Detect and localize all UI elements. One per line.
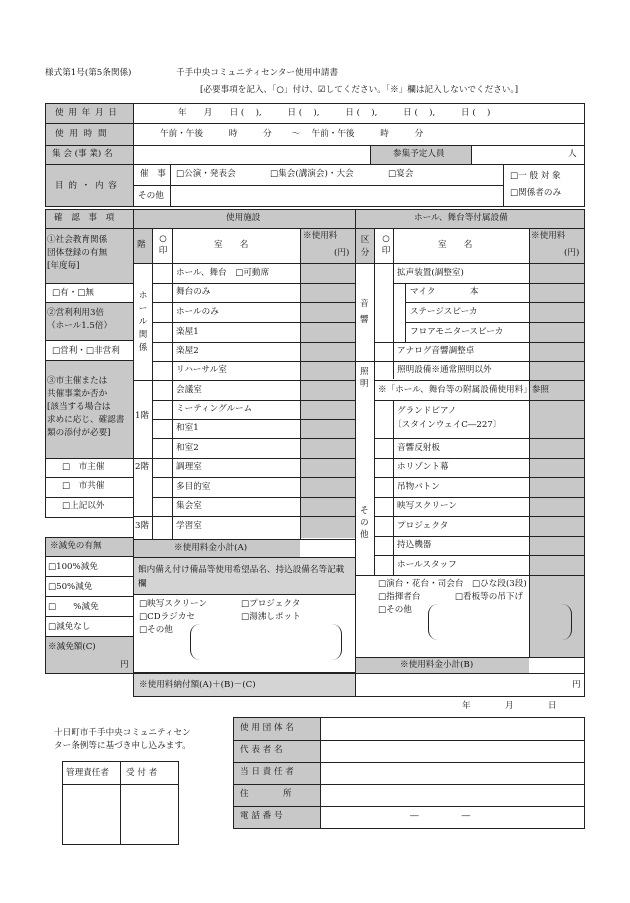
discount-amount-label: ※減免額(C) bbox=[48, 642, 96, 652]
q1-line2: 団体登録の有無 bbox=[47, 248, 108, 258]
q3-option-city-host[interactable]: □ 市主催 bbox=[62, 462, 105, 472]
q3-option-city-cohost[interactable]: □ 市共催 bbox=[62, 481, 105, 491]
extra-other-field[interactable] bbox=[428, 604, 572, 640]
room-japanese-2[interactable]: 和室2 bbox=[176, 443, 199, 453]
floor-3-label: 3階 bbox=[135, 521, 150, 531]
usage-time-field[interactable]: 午前・午後 時 分 〜 午前・午後 時 分 bbox=[160, 129, 424, 139]
discount-amount-unit: 円 bbox=[120, 660, 129, 670]
meeting-name-label: 集 会 (事 業) 名 bbox=[52, 149, 113, 159]
q1-line3: [年度毎] bbox=[47, 261, 80, 271]
stamp-manager-label: 管理責任者 bbox=[66, 768, 109, 778]
equipment-header: ホール、舞台等付属設備 bbox=[414, 213, 508, 223]
equip-pa-system[interactable]: 拡声装置(調整室) bbox=[397, 268, 464, 278]
loan-equipment-header: 館内備え付け備品等使用希望品名、持込設備名等記載欄 bbox=[138, 565, 345, 589]
light-category-label: 照明 bbox=[360, 367, 369, 389]
equip-hall-staff[interactable]: ホールスタッフ bbox=[397, 560, 457, 570]
phone-field[interactable]: ― ― bbox=[410, 811, 471, 821]
discount-50[interactable]: □50%減免 bbox=[48, 582, 93, 592]
floor-1-label: 1階 bbox=[135, 411, 150, 421]
form-number: 様式第1号(第5条関係) bbox=[45, 68, 132, 78]
loan-option-screen[interactable]: □映写スクリーン bbox=[139, 599, 208, 609]
equipment-col-fee-unit: (円) bbox=[564, 248, 580, 258]
participants-field[interactable] bbox=[472, 146, 572, 164]
address-label: 住 所 bbox=[240, 789, 292, 799]
equip-piano-model: 〔スタインウェイC―227〕 bbox=[393, 420, 502, 430]
facilities-col-room: 室 名 bbox=[214, 240, 249, 250]
room-dressing-1[interactable]: 楽屋1 bbox=[176, 327, 199, 337]
room-conference[interactable]: 会議室 bbox=[176, 385, 202, 395]
discount-custom[interactable]: □ %減免 bbox=[48, 602, 99, 612]
sound-category-label: 音響 bbox=[360, 299, 369, 325]
group-name-field[interactable] bbox=[321, 718, 584, 740]
room-meeting[interactable]: ミーティングルーム bbox=[176, 404, 253, 414]
q3-line3: [該当する場合は bbox=[47, 402, 111, 412]
equip-projector[interactable]: プロジェクタ bbox=[397, 521, 449, 531]
equip-grand-piano[interactable]: グランドピアノ bbox=[397, 406, 457, 416]
rep-name-label: 代 表 者 名 bbox=[240, 745, 283, 755]
loan-other-field[interactable] bbox=[190, 624, 342, 660]
loan-option-other[interactable]: □その他 bbox=[139, 625, 173, 635]
host-event-label: 催 事 bbox=[140, 169, 166, 179]
purpose-label: 目 的 ・ 内 容 bbox=[55, 181, 118, 191]
room-dressing-2[interactable]: 楽屋2 bbox=[176, 346, 199, 356]
loan-option-projector[interactable]: □プロジェクタ bbox=[241, 599, 301, 609]
facilities-col-fee: ※使用料 bbox=[303, 231, 338, 241]
equip-microphone[interactable]: マイク 本 bbox=[410, 287, 479, 297]
equip-lighting[interactable]: 照明設備※通常照明以外 bbox=[397, 365, 492, 375]
q2-options[interactable]: □営利・□非営利 bbox=[52, 346, 120, 356]
q2-line1: ②営利利用3倍 bbox=[47, 308, 105, 318]
floor-2-label: 2階 bbox=[135, 462, 150, 472]
equipment-col-room: 室 名 bbox=[438, 240, 473, 250]
room-hall-only[interactable]: ホールのみ bbox=[176, 307, 219, 317]
meeting-name-field[interactable] bbox=[134, 146, 370, 164]
room-japanese-1[interactable]: 和室1 bbox=[176, 423, 199, 433]
room-cooking[interactable]: 調理室 bbox=[176, 462, 202, 472]
facilities-header: 使用施設 bbox=[226, 213, 261, 223]
room-assembly[interactable]: 集会室 bbox=[176, 501, 202, 511]
application-date[interactable]: 年 月 日 bbox=[462, 701, 557, 711]
payment-unit: 円 bbox=[572, 680, 581, 690]
phone-label: 電 話 番 号 bbox=[240, 811, 283, 821]
target-general-checkbox[interactable]: □一 般 対 象 bbox=[510, 171, 561, 181]
loan-option-kettle[interactable]: □湯沸しポット bbox=[241, 612, 301, 622]
equipment-col-fee: ※使用料 bbox=[531, 231, 566, 241]
other-purpose-field[interactable] bbox=[171, 186, 502, 206]
equip-batten[interactable]: 吊物バトン bbox=[397, 482, 440, 492]
facilities-subtotal-label: ※使用料金小計(A) bbox=[174, 543, 248, 553]
equipment-col-mark: ○印 bbox=[381, 234, 391, 256]
q1-line1: ①社会教育関係 bbox=[47, 235, 108, 245]
discount-header: ※減免の有無 bbox=[50, 541, 102, 551]
other-purpose-label: その他 bbox=[138, 191, 164, 201]
form-title: 千手中央コミュニティセンター使用申請書 bbox=[176, 68, 339, 78]
q3-line2: 共催事業か否か bbox=[47, 389, 108, 399]
light-fee-note: ※「ホール、舞台等の附属設備使用料」参照 bbox=[378, 385, 550, 395]
q3-line5: 類の添付が必要] bbox=[47, 428, 111, 438]
participants-label: 参集予定人員 bbox=[393, 149, 445, 159]
q1-options[interactable]: □有・□無 bbox=[52, 288, 95, 298]
room-rehearsal[interactable]: リハーサル室 bbox=[176, 365, 227, 375]
q3-line4: 求めに応じ、確認書 bbox=[47, 415, 125, 425]
usage-date-field[interactable]: 年 月 日 ( ), 日 ( ), 日 ( ), 日 ( ), 日 ( ) bbox=[178, 108, 491, 118]
instruction-note: [必要事項を記入、「○」付け、☑してください。「※」欄は記入しないでください。] bbox=[200, 85, 519, 95]
manager-field[interactable] bbox=[321, 763, 584, 784]
manager-label: 当 日 責 任 者 bbox=[240, 767, 294, 777]
hall-group-label: ホール関係 bbox=[138, 291, 148, 353]
discount-none[interactable]: □減免なし bbox=[48, 622, 91, 632]
host-event-options[interactable]: □公演・発表会 □集会(講演会)・大会 □宴会 bbox=[176, 169, 414, 179]
usage-time-label: 使 用 時 間 bbox=[55, 129, 109, 139]
participants-unit: 人 bbox=[568, 149, 577, 159]
equip-analog-mixer[interactable]: アナログ音響調整卓 bbox=[397, 346, 475, 356]
q3-option-other[interactable]: □上記以外 bbox=[62, 501, 105, 511]
equip-reflector[interactable]: 音響反射板 bbox=[397, 443, 440, 453]
other-category-label: その他 bbox=[360, 506, 369, 540]
facilities-col-mark: ○印 bbox=[158, 234, 168, 256]
facilities-col-floor: 階 bbox=[137, 240, 146, 250]
equipment-col-category: 区分 bbox=[360, 235, 370, 258]
usage-date-label: 使 用 年 月 日 bbox=[55, 108, 118, 118]
equip-horizont[interactable]: ホリゾント幕 bbox=[397, 462, 449, 472]
equip-screen[interactable]: 映写スクリーン bbox=[397, 501, 457, 511]
room-stage-only[interactable]: 舞台のみ bbox=[176, 287, 211, 297]
equip-brought-in[interactable]: 持込機器 bbox=[397, 540, 432, 550]
equip-floor-monitor[interactable]: フロアモニタースピーカ bbox=[410, 327, 504, 337]
room-hall-stage[interactable]: ホール、舞台 □可動席 bbox=[176, 268, 270, 278]
room-study[interactable]: 学習室 bbox=[176, 521, 202, 531]
extra-options-other[interactable]: □その他 bbox=[378, 605, 412, 615]
discount-100[interactable]: □100%減免 bbox=[48, 562, 98, 572]
confirm-header: 確 認 事 項 bbox=[54, 213, 115, 223]
address-field[interactable] bbox=[321, 785, 584, 806]
q2-line2: （ホール1.5倍） bbox=[47, 321, 113, 331]
stamp-receiver-label: 受 付 者 bbox=[126, 768, 158, 778]
declaration-line1: 十日町市千手中央コミュニティセン bbox=[54, 728, 191, 738]
declaration-line2: ター条例等に基づき申し込みます。 bbox=[54, 741, 191, 751]
target-related-checkbox[interactable]: □関係者のみ bbox=[510, 188, 562, 198]
payment-label: ※使用料納付額(A)＋(B)－(C) bbox=[139, 680, 256, 690]
extra-options-line2[interactable]: □指揮者台 □看板等の吊下げ bbox=[378, 592, 524, 602]
loan-option-cd-radio[interactable]: □CDラジカセ bbox=[139, 612, 195, 622]
facilities-col-fee-unit: (円) bbox=[334, 248, 350, 258]
equip-stage-speaker[interactable]: ステージスピーカ bbox=[410, 307, 478, 317]
room-multipurpose[interactable]: 多目的室 bbox=[176, 482, 211, 492]
equipment-subtotal-label: ※使用料金小計(B) bbox=[400, 660, 474, 670]
extra-options-line1[interactable]: □演台・花台・司会台 □ひな段(3段) bbox=[378, 579, 527, 589]
rep-name-field[interactable] bbox=[321, 741, 584, 762]
group-name-label: 使 用 団 体 名 bbox=[240, 723, 294, 733]
q3-line1: ③市主催または bbox=[47, 376, 108, 386]
